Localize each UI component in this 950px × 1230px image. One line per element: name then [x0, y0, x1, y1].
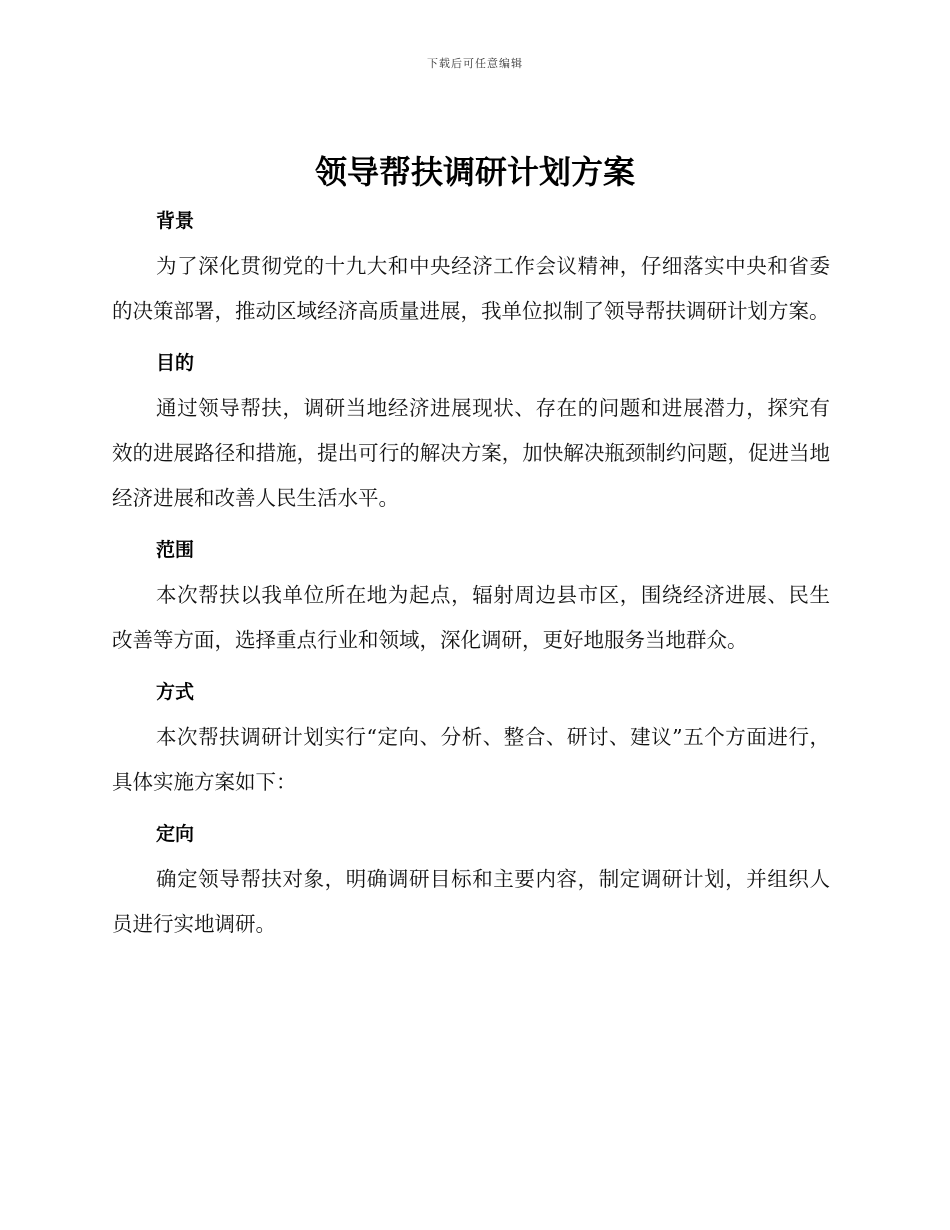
section-paragraph: 为了深化贯彻党的十九大和中央经济工作会议精神，仔细落实中央和省委的决策部署，推动区域经济高质量进展，我单位拟制了领导帮扶调研计划方案。: [112, 254, 830, 323]
section-paragraph: 确定领导帮扶对象，明确调研目标和主要内容，制定调研计划，并组织人员进行实地调研。: [112, 867, 830, 936]
section-paragraph: 本次帮扶调研计划实行“定向、分析、整合、研讨、建议”五个方面进行，具体实施方案如下：: [112, 725, 830, 794]
section-scope: [112, 527, 830, 663]
section-heading: 背景: [156, 210, 195, 232]
section-purpose: [112, 340, 830, 521]
section-method: [112, 669, 830, 805]
document-title: 领导帮扶调研计划方案: [314, 153, 635, 191]
section-heading: 方式: [156, 681, 195, 703]
document-body: [112, 198, 830, 953]
section-background: [112, 198, 830, 334]
section-paragraph: 通过领导帮扶，调研当地经济进展现状、存在的问题和进展潜力，探究有效的进展路径和措施，提出可行的解决方案，加快解决瓶颈制约问题，促进当地经济进展和改善人民生活水平。: [112, 396, 830, 510]
section-heading: 范围: [156, 539, 195, 561]
section-heading: 定向: [156, 823, 195, 845]
header-note: 下载后可任意编辑: [427, 57, 523, 70]
section-heading: 目的: [156, 352, 195, 374]
section-paragraph: 本次帮扶以我单位所在地为起点，辐射周边县市区，围绕经济进展、民生改善等方面，选择重点行业和领域，深化调研，更好地服务当地群众。: [112, 583, 830, 652]
section-orientation: [112, 811, 830, 947]
